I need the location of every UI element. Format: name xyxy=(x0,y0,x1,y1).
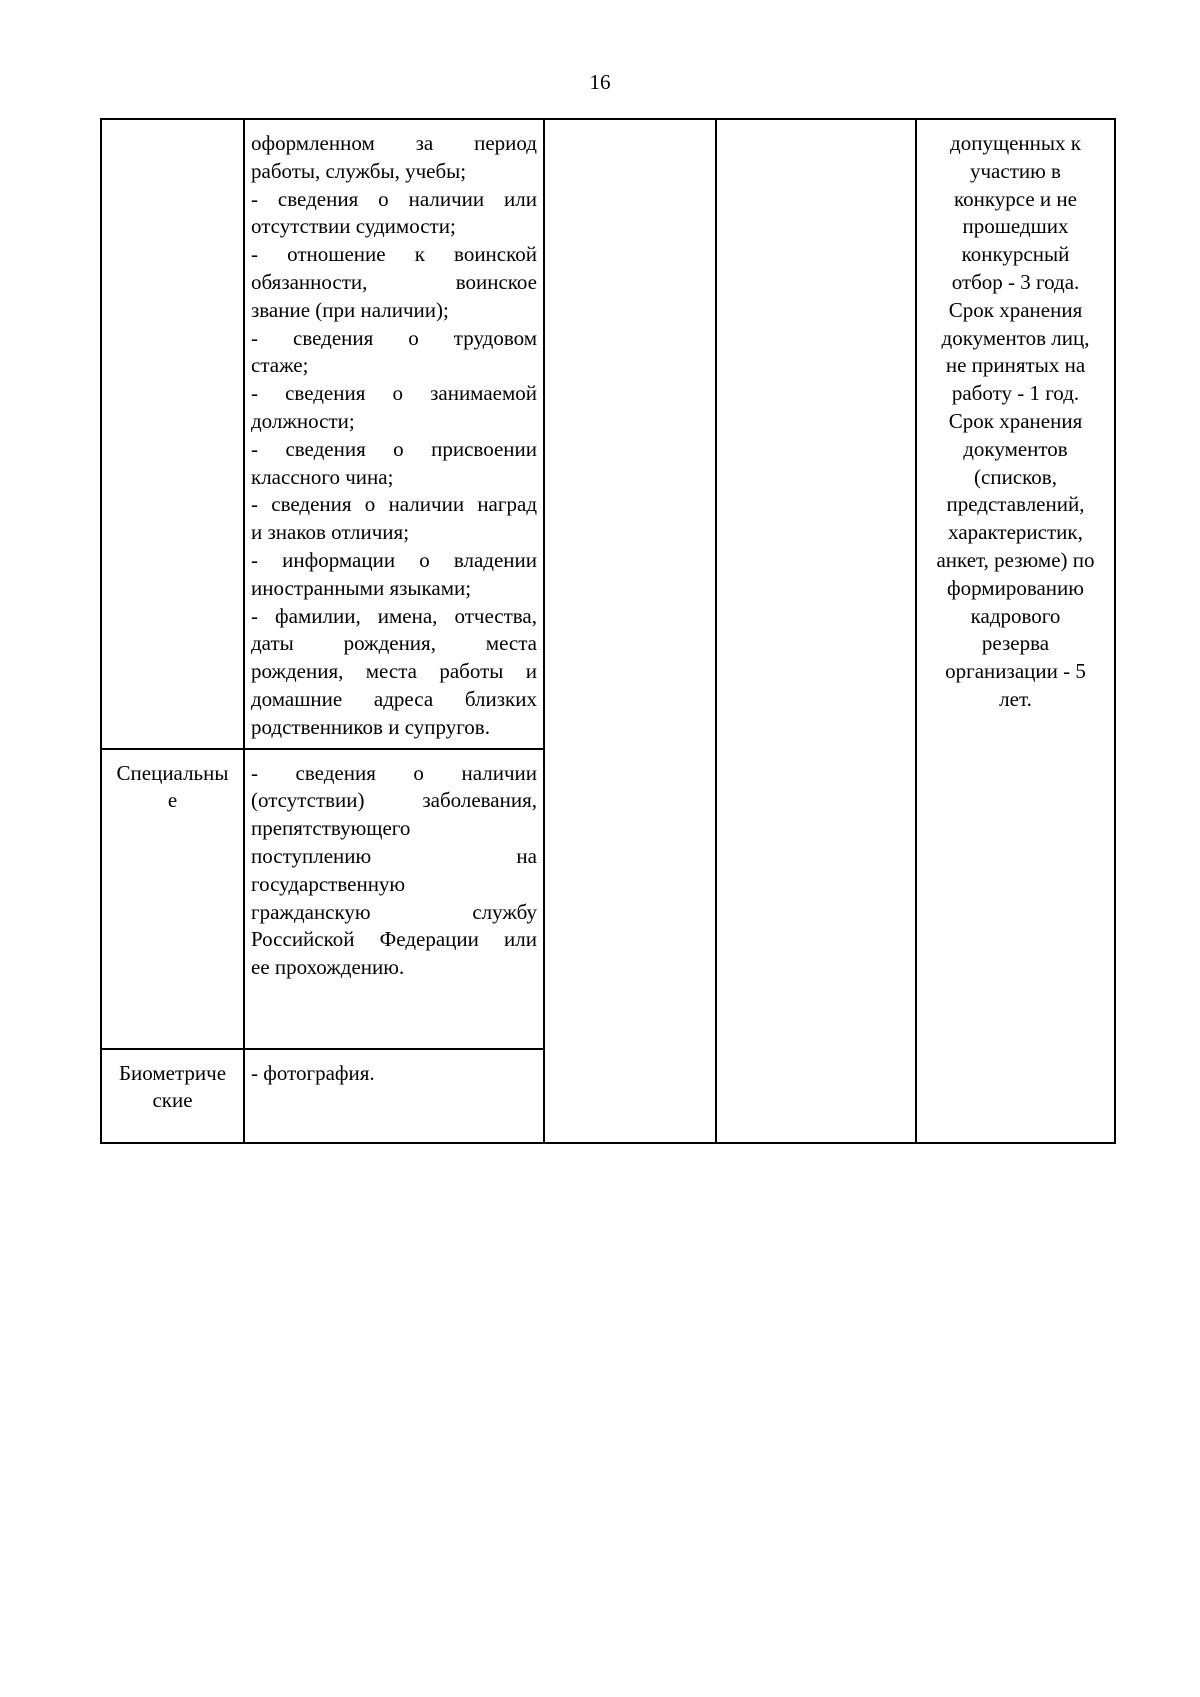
storage-period-cell xyxy=(916,119,1115,1143)
text-line: иностранными языками; xyxy=(251,575,472,600)
text-line: родственников и супругов. xyxy=(251,714,490,739)
text-line: и знаков отличия; xyxy=(251,520,410,545)
text-line: должности; xyxy=(251,408,355,433)
special-data-cell xyxy=(244,749,544,1049)
text-line: - сведения о присвоении xyxy=(251,436,537,461)
category-cell-continued xyxy=(101,119,244,749)
text-line: Специальны xyxy=(116,760,229,785)
text-line: допущенных к xyxy=(950,131,1081,155)
text-line: участию в xyxy=(970,158,1061,183)
text-line: стаже; xyxy=(251,353,309,378)
text-line: - фотография. xyxy=(251,1060,375,1085)
category-biometric-cell xyxy=(101,1049,244,1143)
text-line: прошедших xyxy=(962,214,1069,239)
text-line: - сведения о наличии xyxy=(251,760,537,785)
text-line: конкурсе и не xyxy=(954,186,1077,211)
text-line: е xyxy=(167,788,178,813)
text-line: представлений, xyxy=(946,492,1085,517)
text-line: кадрового xyxy=(970,603,1061,628)
text-line: обязанности, воинское xyxy=(251,269,537,294)
text-line: конкурсный xyxy=(961,242,1070,267)
text-line: препятствующего xyxy=(251,816,411,841)
text-line: классного чина; xyxy=(251,464,394,489)
text-line: рождения, места работы и xyxy=(251,659,537,684)
text-line: - информации о владении xyxy=(251,547,537,572)
text-line: организации - 5 xyxy=(945,659,1086,684)
text-line: Российской Федерации или xyxy=(251,927,537,952)
category-special-cell xyxy=(101,749,244,1049)
text-line: отсутствии судимости; xyxy=(251,214,456,239)
page-number: 16 xyxy=(589,70,611,94)
text-line: характеристик, xyxy=(948,520,1083,545)
empty-column-cell xyxy=(544,119,716,1143)
text-line: Срок хранения xyxy=(948,297,1083,322)
text-line: домашние адреса близких xyxy=(251,686,537,711)
table-row xyxy=(101,119,1115,749)
text-line: - сведения о наличии наград xyxy=(251,492,537,517)
text-line: - сведения о трудовом xyxy=(251,325,537,350)
text-line: - фамилии, имена, отчества, xyxy=(251,603,537,628)
text-line: (отсутствии) заболевания, xyxy=(251,788,537,813)
text-line: Срок хранения xyxy=(948,408,1083,433)
text-line: даты рождения, места xyxy=(251,631,537,656)
text-line: формированию xyxy=(947,575,1084,600)
text-line: оформленном за период xyxy=(251,131,537,155)
text-line: резерва xyxy=(981,631,1050,656)
text-line: документов xyxy=(963,436,1068,461)
personal-data-table xyxy=(100,118,1116,1144)
text-line: документов лиц, xyxy=(941,325,1090,350)
text-line: - сведения о наличии или xyxy=(251,186,537,211)
text-line: - сведения о занимаемой xyxy=(251,381,537,406)
text-line: государственную xyxy=(251,871,406,896)
biometric-data-cell xyxy=(244,1049,544,1143)
text-line: - отношение к воинской xyxy=(251,242,537,267)
text-line: (списков, xyxy=(974,464,1057,489)
empty-column-cell xyxy=(716,119,916,1143)
text-line: гражданскую службу xyxy=(251,899,537,924)
text-line: Биометриче xyxy=(118,1060,227,1085)
text-line: поступлению на xyxy=(251,843,537,868)
text-line: звание (при наличии); xyxy=(251,297,449,322)
text-line: ские xyxy=(152,1088,193,1113)
personal-data-list-cell xyxy=(244,119,544,749)
text-line: работы, службы, учебы; xyxy=(251,158,467,183)
text-line: ее прохождению. xyxy=(251,955,405,980)
text-line: работу - 1 год. xyxy=(951,381,1080,406)
text-line: лет. xyxy=(999,686,1032,711)
text-line: отбор - 3 года. xyxy=(951,269,1080,294)
text-line: анкет, резюме) по xyxy=(936,547,1095,572)
text-line: не принятых на xyxy=(945,353,1086,378)
